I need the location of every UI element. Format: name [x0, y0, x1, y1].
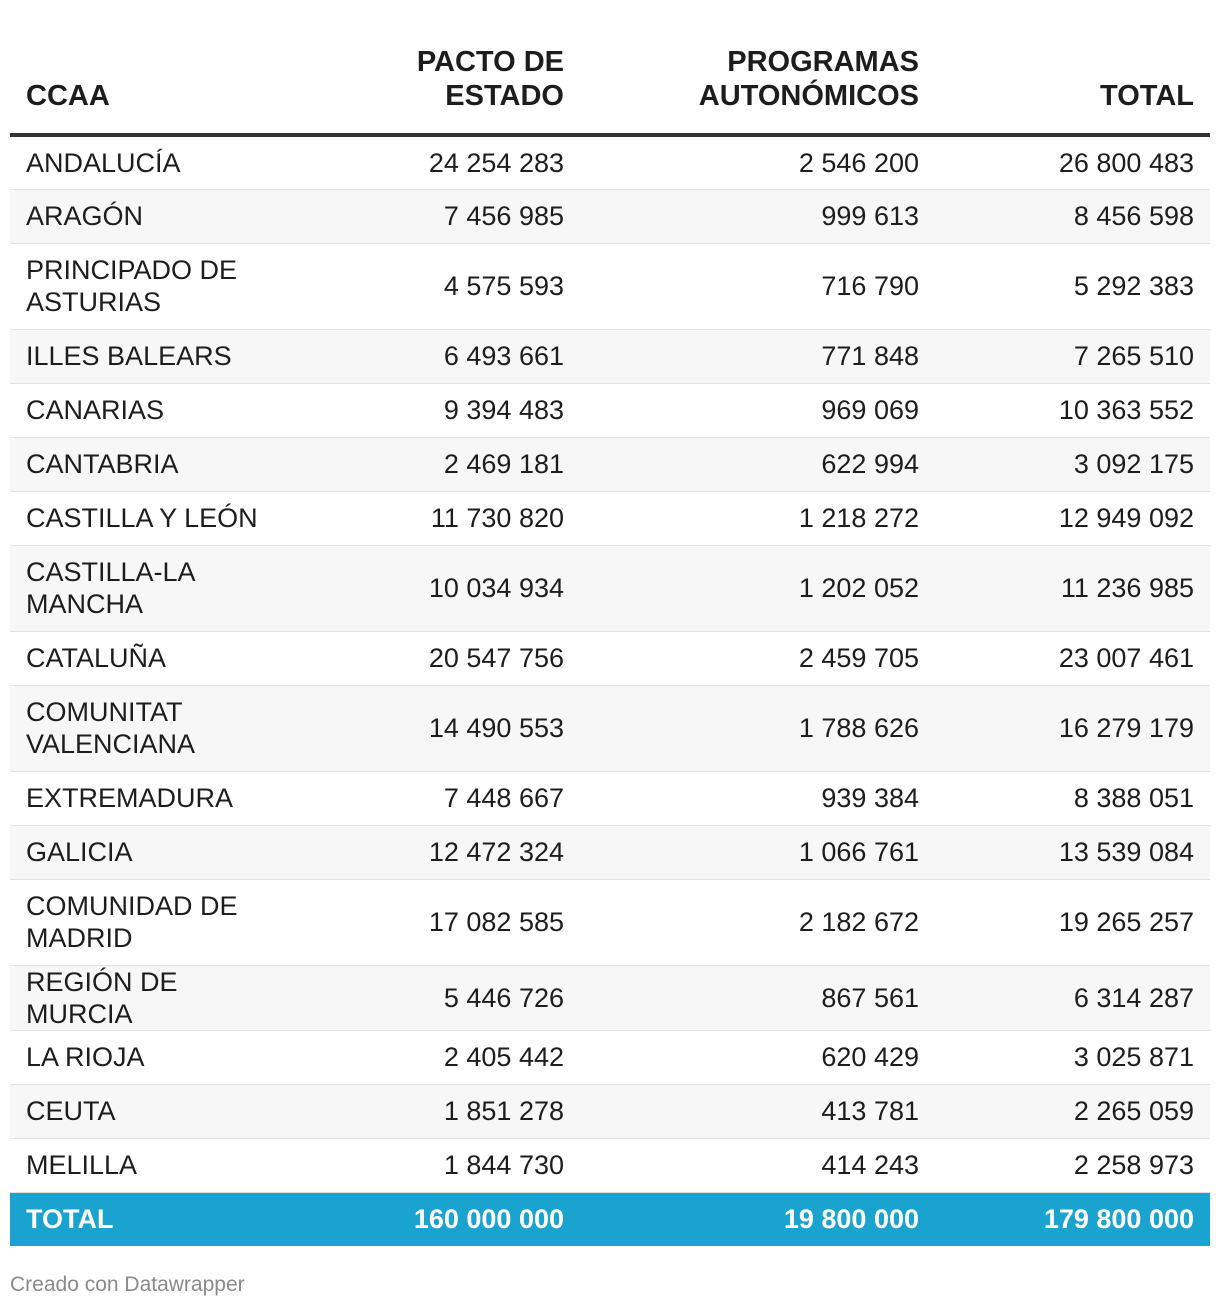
- table-row: [10, 329, 1210, 383]
- cell-pacto: 2 469 181: [300, 437, 580, 491]
- cell-programas: 622 994: [580, 437, 935, 491]
- total-cell-total: 179 800 000: [935, 1192, 1210, 1246]
- column-header-total[interactable]: TOTAL: [935, 0, 1210, 135]
- cell-name: REGIÓN DE MURCIA: [10, 965, 300, 1030]
- cell-total: 13 539 084: [935, 825, 1210, 879]
- table-row: [10, 1138, 1210, 1192]
- table-row: [10, 545, 1210, 631]
- cell-total: 2 258 973: [935, 1138, 1210, 1192]
- cell-name: EXTREMADURA: [10, 771, 300, 825]
- cell-total: 26 800 483: [935, 135, 1210, 189]
- cell-total: 11 236 985: [935, 545, 1210, 631]
- column-header-programas-autonomicos[interactable]: [580, 0, 935, 135]
- table-row: [10, 771, 1210, 825]
- cell-total: 23 007 461: [935, 631, 1210, 685]
- cell-pacto: 9 394 483: [300, 383, 580, 437]
- cell-total: 19 265 257: [935, 879, 1210, 965]
- cell-programas: 2 546 200: [580, 135, 935, 189]
- total-cell-programas: 19 800 000: [580, 1192, 935, 1246]
- cell-programas: 939 384: [580, 771, 935, 825]
- table-row: [10, 879, 1210, 965]
- cell-programas: 999 613: [580, 189, 935, 243]
- table-header: [10, 0, 1210, 135]
- cell-name: ARAGÓN: [10, 189, 300, 243]
- cell-pacto: 17 082 585: [300, 879, 580, 965]
- cell-pacto: 14 490 553: [300, 685, 580, 771]
- column-header-programas-line-1: PROGRAMAS: [727, 46, 919, 78]
- cell-pacto: 1 851 278: [300, 1084, 580, 1138]
- data-table-container: [10, 0, 1210, 1246]
- cell-programas: 716 790: [580, 243, 935, 329]
- cell-total: 7 265 510: [935, 329, 1210, 383]
- cell-pacto: 5 446 726: [300, 965, 580, 1030]
- cell-programas: 1 788 626: [580, 685, 935, 771]
- cell-total: 3 092 175: [935, 437, 1210, 491]
- table-body: [10, 135, 1210, 1246]
- cell-pacto: 6 493 661: [300, 329, 580, 383]
- cell-name: COMUNIDAD DE MADRID: [10, 879, 300, 965]
- cell-name: CEUTA: [10, 1084, 300, 1138]
- cell-pacto: 4 575 593: [300, 243, 580, 329]
- cell-name: CANTABRIA: [10, 437, 300, 491]
- cell-programas: 969 069: [580, 383, 935, 437]
- cell-name: CASTILLA-LA MANCHA: [10, 545, 300, 631]
- cell-name: GALICIA: [10, 825, 300, 879]
- cell-programas: 414 243: [580, 1138, 935, 1192]
- cell-programas: 1 202 052: [580, 545, 935, 631]
- cell-pacto: 24 254 283: [300, 135, 580, 189]
- column-header-programas-line-2: AUTONÓMICOS: [698, 80, 919, 112]
- cell-programas: 867 561: [580, 965, 935, 1030]
- cell-name: CANARIAS: [10, 383, 300, 437]
- cell-total: 6 314 287: [935, 965, 1210, 1030]
- cell-name: COMUNITAT VALENCIANA: [10, 685, 300, 771]
- table-row: [10, 1084, 1210, 1138]
- table-row: [10, 491, 1210, 545]
- table-row: [10, 243, 1210, 329]
- cell-programas: 2 182 672: [580, 879, 935, 965]
- total-row: [10, 1192, 1210, 1246]
- cell-total: 10 363 552: [935, 383, 1210, 437]
- table-row: [10, 1030, 1210, 1084]
- data-table: [10, 0, 1210, 1246]
- cell-programas: 413 781: [580, 1084, 935, 1138]
- cell-pacto: 2 405 442: [300, 1030, 580, 1084]
- table-row: [10, 437, 1210, 491]
- table-row: [10, 135, 1210, 189]
- column-header-pacto-line-2: ESTADO: [445, 80, 564, 112]
- cell-pacto: 20 547 756: [300, 631, 580, 685]
- cell-programas: 1 066 761: [580, 825, 935, 879]
- cell-programas: 1 218 272: [580, 491, 935, 545]
- cell-name: LA RIOJA: [10, 1030, 300, 1084]
- cell-name: CATALUÑA: [10, 631, 300, 685]
- cell-name: MELILLA: [10, 1138, 300, 1192]
- table-row: [10, 631, 1210, 685]
- cell-total: 8 456 598: [935, 189, 1210, 243]
- cell-name: CASTILLA Y LEÓN: [10, 491, 300, 545]
- table-row: [10, 825, 1210, 879]
- table-row: [10, 965, 1210, 1030]
- column-header-pacto-line-1: PACTO DE: [416, 46, 564, 78]
- cell-programas: 2 459 705: [580, 631, 935, 685]
- cell-pacto: 10 034 934: [300, 545, 580, 631]
- datawrapper-credit[interactable]: Creado con Datawrapper: [10, 1273, 245, 1296]
- cell-pacto: 7 448 667: [300, 771, 580, 825]
- cell-pacto: 7 456 985: [300, 189, 580, 243]
- cell-total: 3 025 871: [935, 1030, 1210, 1084]
- cell-programas: 771 848: [580, 329, 935, 383]
- cell-programas: 620 429: [580, 1030, 935, 1084]
- cell-total: 5 292 383: [935, 243, 1210, 329]
- cell-pacto: 12 472 324: [300, 825, 580, 879]
- total-cell-pacto: 160 000 000: [300, 1192, 580, 1246]
- table-row: [10, 189, 1210, 243]
- column-header-pacto-de-estado[interactable]: [300, 0, 580, 135]
- cell-name: ILLES BALEARS: [10, 329, 300, 383]
- cell-pacto: 11 730 820: [300, 491, 580, 545]
- cell-name: PRINCIPADO DE ASTURIAS: [10, 243, 300, 329]
- cell-total: 2 265 059: [935, 1084, 1210, 1138]
- cell-total: 8 388 051: [935, 771, 1210, 825]
- column-header-ccaa[interactable]: CCAA: [10, 0, 300, 135]
- table-row: [10, 383, 1210, 437]
- cell-total: 12 949 092: [935, 491, 1210, 545]
- cell-total: 16 279 179: [935, 685, 1210, 771]
- table-row: [10, 685, 1210, 771]
- cell-pacto: 1 844 730: [300, 1138, 580, 1192]
- total-cell-name: TOTAL: [10, 1192, 300, 1246]
- header-row: [10, 0, 1210, 135]
- cell-name: ANDALUCÍA: [10, 135, 300, 189]
